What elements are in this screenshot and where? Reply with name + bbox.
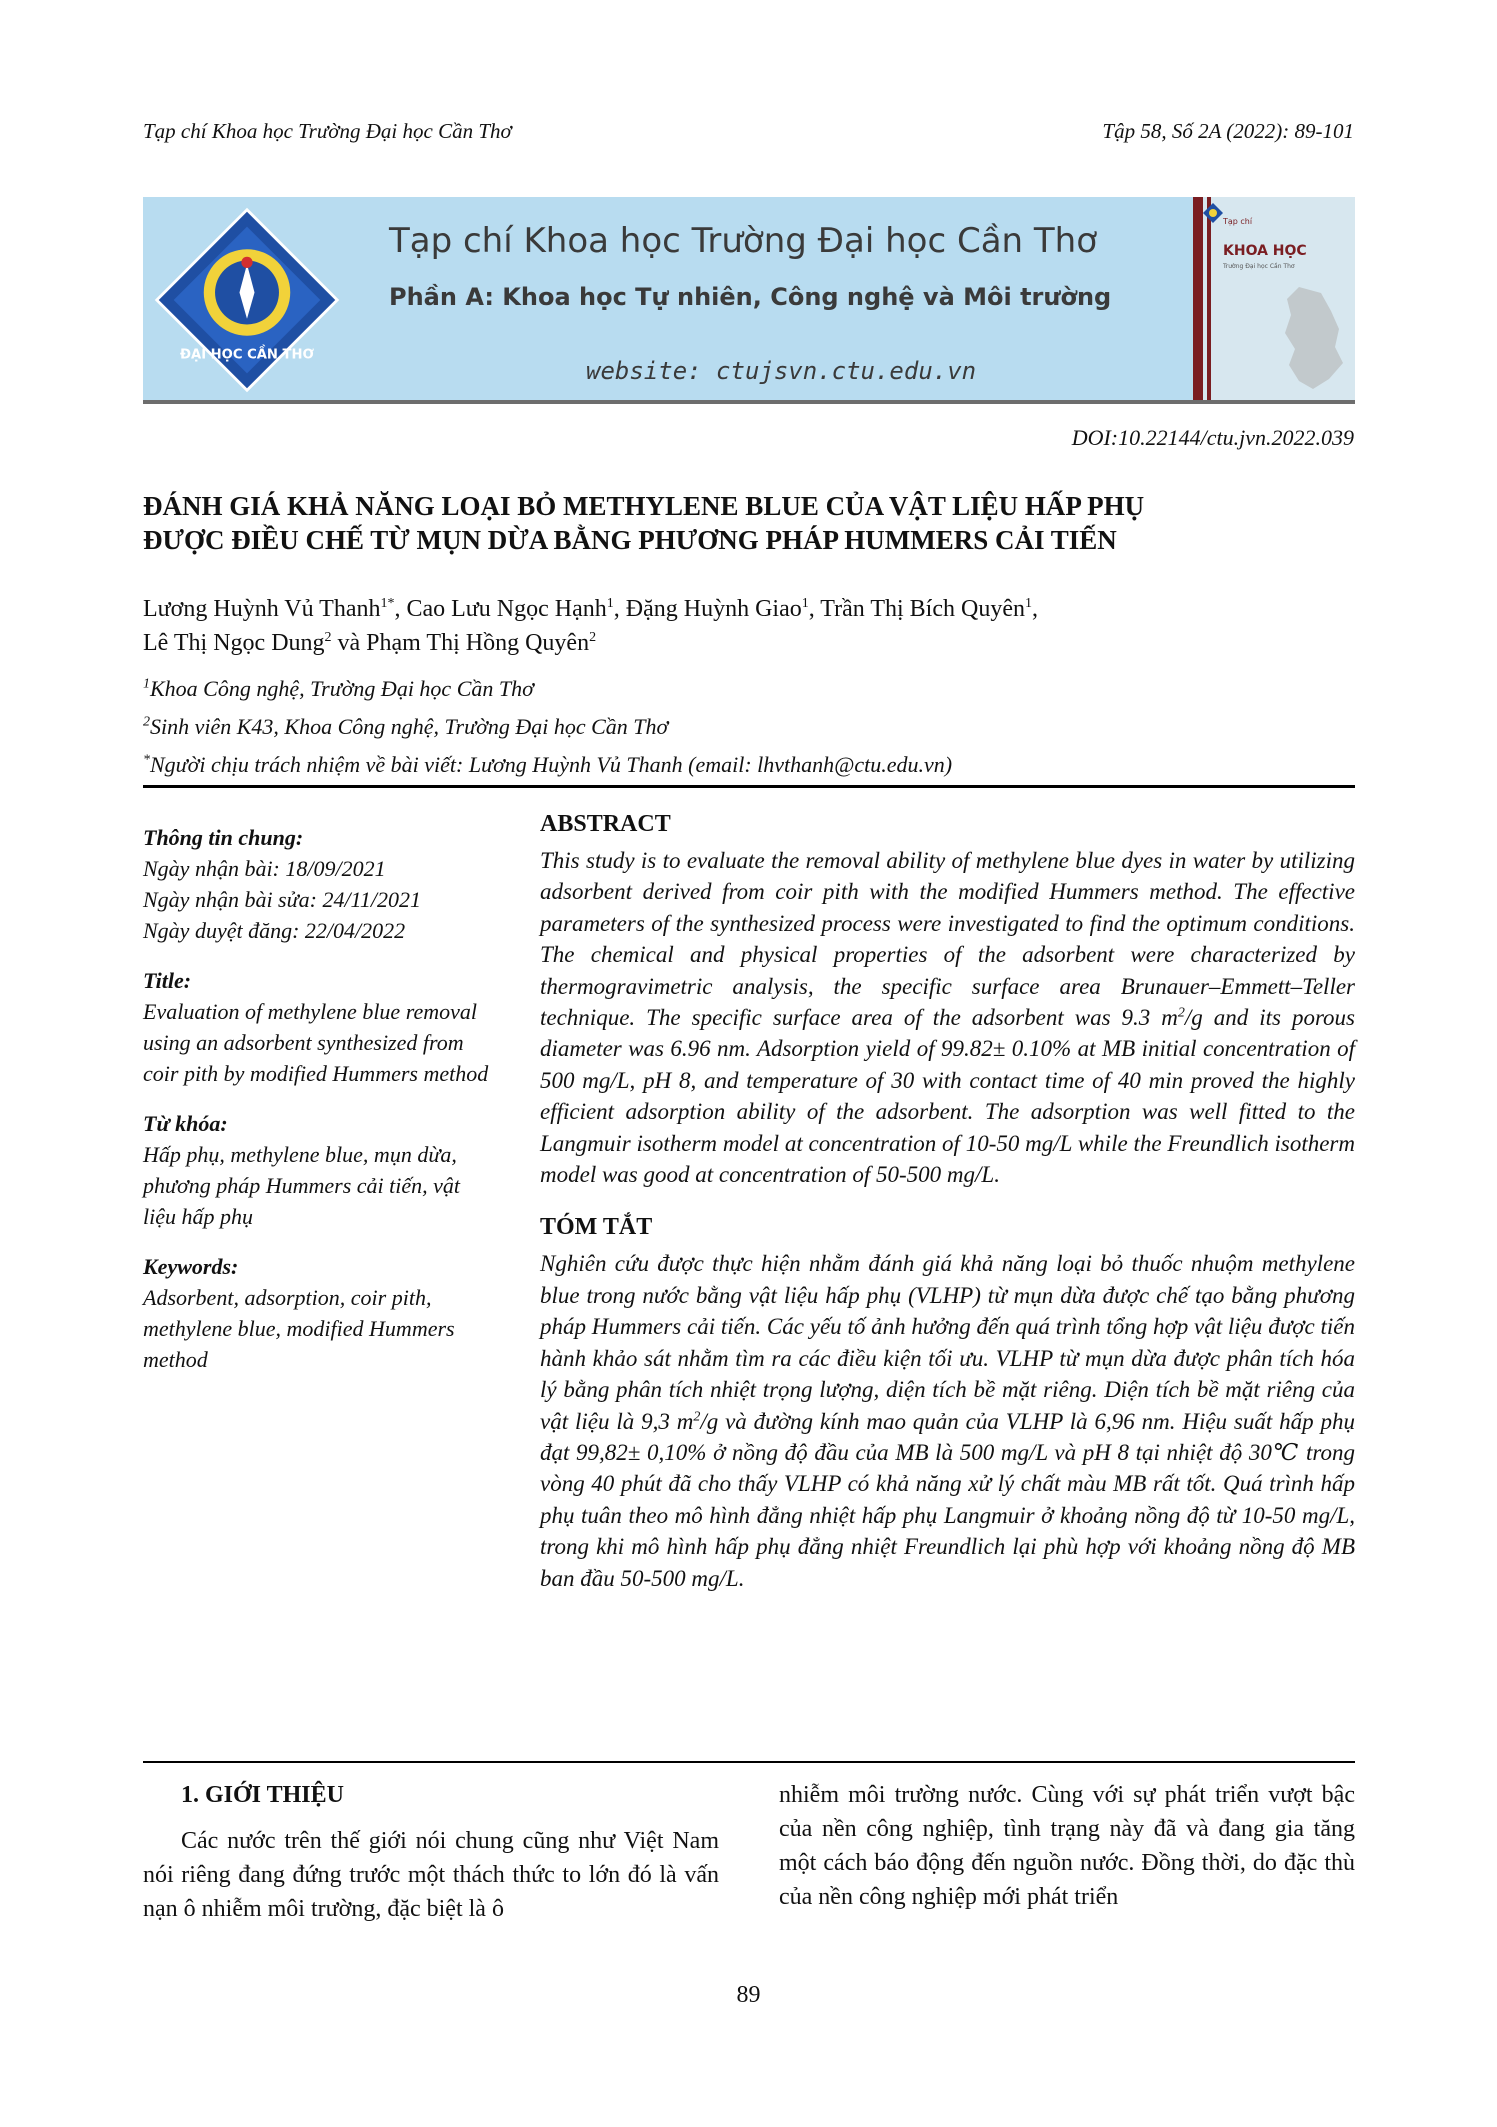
body-divider: [143, 1761, 1355, 1763]
intro-paragraph-right: nhiễm môi trường nước. Cùng với sự phát triển vượt bậc của nền công nghiệp, tình trạng này đã và đang gia tăng một cách báo động đến nguồn nước. Đồng thời, do đặc thù của nền công nghiệp mới phát triển: [779, 1782, 1355, 1910]
abstract-section: [540, 807, 1355, 1594]
logo-text: ĐẠI HỌC CẦN THƠ: [179, 347, 315, 363]
affiliation-2-mark: 2: [143, 714, 150, 730]
general-info: [143, 822, 493, 946]
section-heading-introduction: 1. GIỚI THIỆU: [181, 1782, 344, 1808]
page-number: 89: [736, 1982, 761, 2008]
author-3-mark: 1: [801, 596, 809, 611]
author-line-2: [143, 626, 1355, 660]
tomtat-heading: TÓM TẮT: [540, 1214, 653, 1241]
abstract-text: [540, 845, 1355, 1190]
general-info-heading: Thông tin chung:: [143, 825, 304, 850]
affiliation-1: [143, 674, 534, 704]
corresponding-author: [143, 750, 952, 780]
banner-subtitle: Phần A: Khoa học Tự nhiên, Công nghệ và Môi trường: [389, 283, 1112, 311]
cover-title: KHOA HỌC: [1223, 243, 1307, 259]
paper-title: [143, 489, 1355, 557]
author-5-mark: 2: [324, 630, 332, 645]
journal-banner: [143, 197, 1355, 404]
author-6: và Phạm Thị Hồng Quyên: [331, 630, 590, 656]
header-divider: [143, 785, 1355, 788]
abstract-heading: ABSTRACT: [540, 811, 671, 837]
volume-info: Tập 58, Số 2A (2022): 89-101: [1102, 119, 1354, 143]
cover-stripe: [1193, 197, 1203, 400]
body-column-right: [779, 1778, 1355, 1914]
cover-stripe-thin: [1207, 197, 1211, 400]
body-column-left: [143, 1778, 719, 1926]
banner-website: website: ctujsvn.ctu.edu.vn: [586, 357, 977, 385]
tomtat-text: [540, 1248, 1355, 1593]
tomtat-text-part-1: Nghiên cứu được thực hiện nhằm đánh giá khả năng loại bỏ thuốc nhuộm methylene blue trong nước bằng vật liệu hấp phụ (VLHP) từ mụn dừa được chế tạo bằng phương pháp Hummers cải tiến. Các yếu tố ảnh hưởng đến quá trình tổng hợp vật liệu được tiến hành khảo sát nhằm tìm ra các điều kiện tối ưu. VLHP từ mụn dừa được phân tích hóa lý bằng phân tích nhiệt trọng lượng, diện tích bề mặt riêng. Diện tích bề mặt riêng của vật liệu là 9,3 m: [540, 1251, 1355, 1434]
received-date: Ngày nhận bài: 18/09/2021: [143, 856, 386, 881]
university-logo-icon: [153, 206, 341, 394]
accepted-date: Ngày duyệt đăng: 22/04/2022: [143, 918, 406, 943]
revised-date: Ngày nhận bài sửa: 24/11/2021: [143, 887, 422, 912]
running-head: [143, 119, 1354, 149]
cover-small-text: Tạp chí: [1223, 217, 1253, 226]
journal-cover-thumbnail: [1193, 197, 1355, 400]
author-2-mark: 1: [606, 596, 614, 611]
title-line-1: ĐÁNH GIÁ KHẢ NĂNG LOẠI BỎ METHYLENE BLUE CỦA VẬT LIỆU HẤP PHỤ: [143, 491, 1145, 521]
english-title-block: [143, 965, 493, 1089]
keywords-en: Adsorbent, adsorption, coir pith, methylene blue, modified Hummers method: [143, 1285, 455, 1372]
affiliation-1-mark: 1: [143, 676, 150, 692]
banner-title: Tạp chí Khoa học Trường Đại học Cần Thơ: [389, 221, 1098, 261]
affiliation-2-text: Sinh viên K43, Khoa Công nghệ, Trường Đại học Cần Thơ: [150, 714, 669, 739]
mini-logo-icon: [1203, 203, 1223, 223]
journal-name: Tạp chí Khoa học Trường Đại học Cần Thơ: [143, 119, 512, 143]
abstract-superscript: 2: [1177, 1005, 1185, 1021]
keywords-en-block: [143, 1251, 493, 1375]
corresponding-mark: *: [143, 752, 150, 768]
keywords-vi-heading: Từ khóa:: [143, 1111, 228, 1136]
corresponding-text: Người chịu trách nhiệm về bài viết: Lương Huỳnh Vủ Thanh (email: lhvthanh@ctu.edu.vn): [150, 752, 953, 777]
author-1-mark: 1*: [380, 596, 395, 611]
tomtat-text-part-2: /g và đường kính mao quản của VLHP là 6,96 nm. Hiệu suất hấp phụ đạt 99,82± 0,10% ở nồng độ đầu của MB là 500 mg/L và pH 8 tại nhiệt độ 30℃ trong vòng 40 phút đã cho thấy VLHP có khả năng xử lý chất màu MB rất tốt. Quá trình hấp phụ tuân theo mô hình đẳng nhiệt hấp phụ Langmuir ở khoảng nồng độ từ 10-50 mg/L, trong khi mô hình hấp phụ đẳng nhiệt Freundlich lại phù hợp với khoảng nồng độ MB ban đầu 50-500 mg/L.: [540, 1408, 1355, 1591]
keywords-vi-block: [143, 1108, 493, 1232]
keywords-en-heading: Keywords:: [143, 1254, 239, 1279]
title-line-2: ĐƯỢC ĐIỀU CHẾ TỪ MỤN DỪA BẰNG PHƯƠNG PHÁP HUMMERS CẢI TIẾN: [143, 525, 1117, 555]
map-silhouette-icon: [1279, 283, 1349, 393]
abstract-text-part-1: This study is to evaluate the removal ability of methylene blue dyes in water by utilizing adsorbent derived from coir pith with the modified Hummers method. The effective parameters of the synthesized process were investigated to find the optimum conditions. The chemical and physical properties of the adsorbent were characterized by thermogravimetric analysis, the specific surface area Brunauer–Emmett–Teller technique. The specific surface area of the adsorbent was 9.3 m: [540, 848, 1355, 1031]
english-title: Evaluation of methylene blue removal using an adsorbent synthesized from coir pith by modified Hummers method: [143, 999, 489, 1086]
author-separator: ,: [1031, 596, 1038, 622]
author-6-mark: 2: [589, 630, 597, 645]
abstract-text-part-2: /g and its porous diameter was 6.96 nm. Adsorption yield of 99.82± 0.10% at MB initial concentration of 500 mg/L, pH 8, and temperature of 30 with contact time of 40 min proved the highly efficient adsorption ability of the adsorbent. The adsorption was well fitted to the Langmuir isotherm model at concentration of 10-50 mg/L while the Freundlich isotherm model was good at concentration of 50-500 mg/L.: [540, 1005, 1356, 1188]
article-info-sidebar: [143, 822, 493, 1394]
author-2: , Cao Lưu Ngọc Hạnh: [394, 596, 607, 622]
english-title-heading: Title:: [143, 968, 192, 993]
affiliation-1-text: Khoa Công nghệ, Trường Đại học Cần Thơ: [150, 676, 534, 701]
author-4: , Trần Thị Bích Quyên: [808, 596, 1025, 622]
author-4-mark: 1: [1024, 596, 1032, 611]
doi: DOI:10.22144/ctu.jvn.2022.039: [1071, 425, 1354, 450]
cover-subtitle: Trường Đại học Cần Thơ: [1223, 263, 1295, 270]
author-5: Lê Thị Ngọc Dung: [143, 630, 325, 656]
affiliation-2: [143, 712, 668, 742]
intro-paragraph-left: Các nước trên thế giới nói chung cũng như Việt Nam nói riêng đang đứng trước một thách thức to lớn đó là vấn nạn ô nhiễm môi trường, đặc biệt là ô: [143, 1828, 719, 1922]
author-list: [143, 592, 1355, 660]
author-3: , Đặng Huỳnh Giao: [613, 596, 802, 622]
author-1: Lương Huỳnh Vủ Thanh: [143, 596, 381, 622]
tomtat-superscript: 2: [693, 1408, 701, 1424]
keywords-vi: Hấp phụ, methylene blue, mụn dừa, phương pháp Hummers cải tiến, vật liệu hấp phụ: [143, 1142, 461, 1229]
author-line-1: [143, 592, 1355, 626]
